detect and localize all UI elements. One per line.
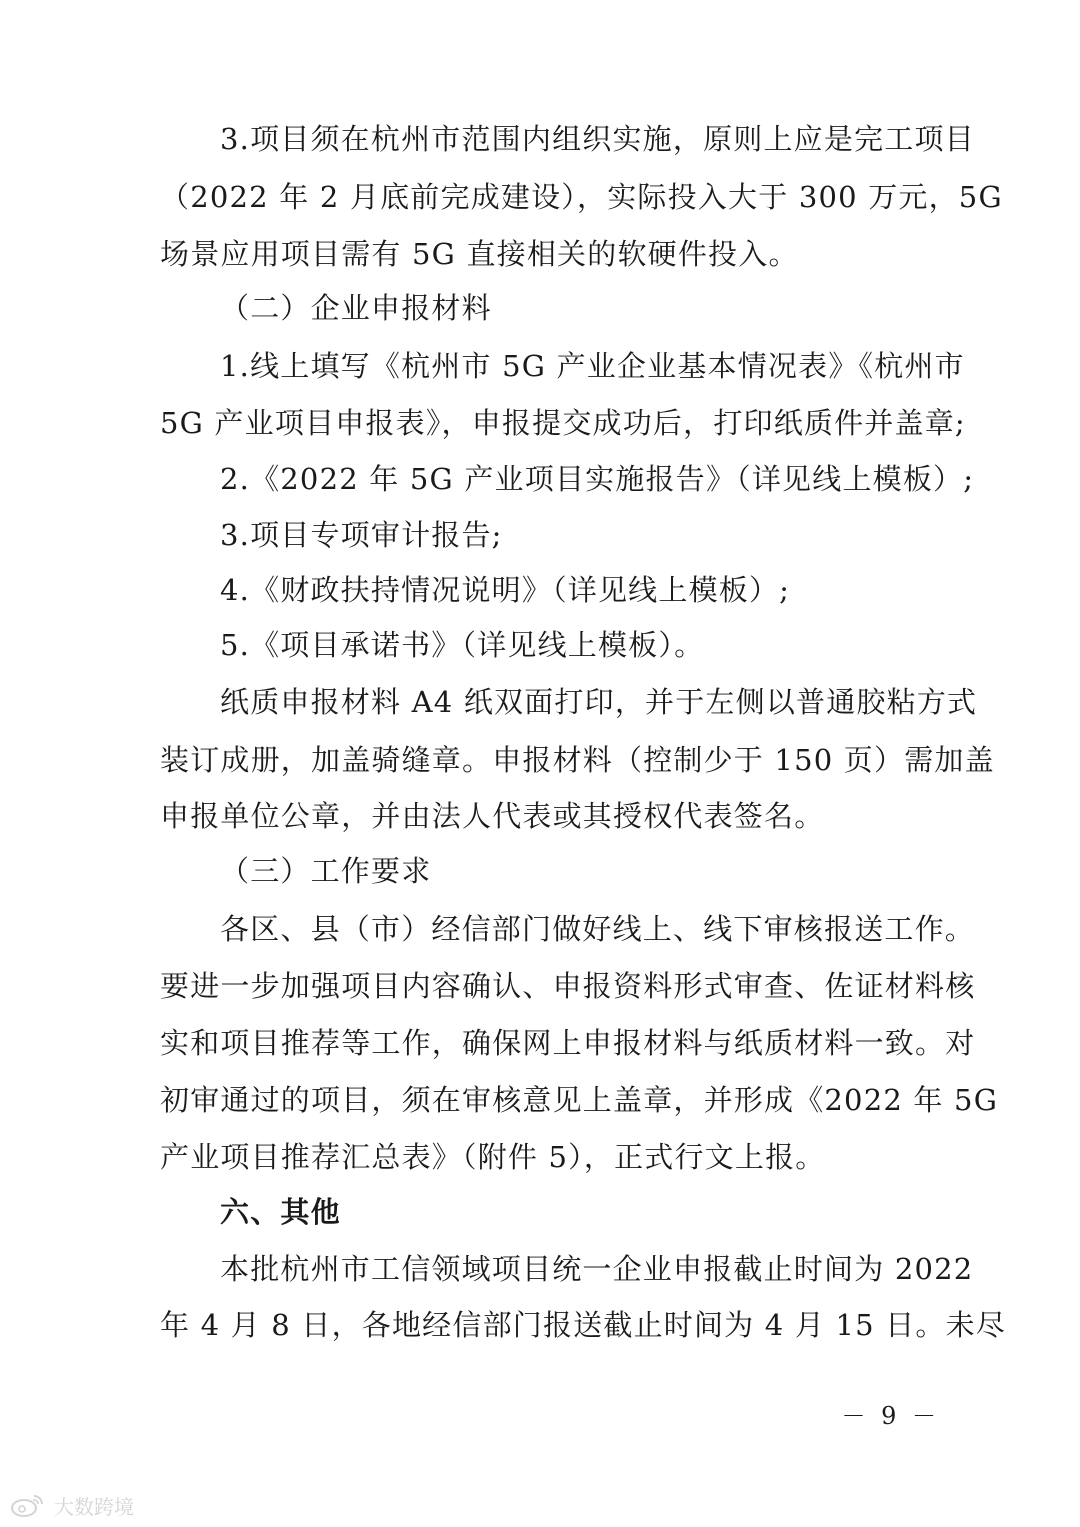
paragraph-line: 场景应用项目需有 5G 直接相关的软硬件投入。: [160, 237, 799, 271]
paragraph-line: 纸质申报材料 A4 纸双面打印，并于左侧以普通胶粘方式: [220, 685, 978, 719]
list-item: 4.《财政扶持情况说明》（详见线上模板）;: [220, 573, 791, 607]
watermark-text: 大数跨境: [54, 1494, 134, 1519]
paragraph-line: 产业项目推荐汇总表》（附件 5），正式行文上报。: [160, 1140, 826, 1174]
list-item: 5.《项目承诺书》（详见线上模板）。: [220, 628, 705, 662]
paragraph-line: 各区、县（市）经信部门做好线上、线下审核报送工作。: [220, 912, 976, 946]
paragraph-line: 实和项目推荐等工作，确保网上申报材料与纸质材料一致。对: [160, 1026, 976, 1060]
paragraph-line: 年 4 月 8 日，各地经信部门报送截止时间为 4 月 15 日。未尽: [160, 1308, 1007, 1342]
paragraph-line: 5G 产业项目申报表》，申报提交成功后，打印纸质件并盖章;: [160, 406, 966, 440]
paragraph-line: 1.线上填写《杭州市 5G 产业企业基本情况表》《杭州市: [220, 349, 965, 383]
paragraph-line: （2022 年 2 月底前完成建设），实际投入大于 300 万元，5G: [160, 180, 1003, 214]
paragraph-line: 申报单位公章，并由法人代表或其授权代表签名。: [160, 799, 825, 833]
section-heading: （三）工作要求: [220, 854, 432, 888]
paragraph-line: 3.项目须在杭州市范围内组织实施，原则上应是完工项目: [220, 122, 975, 156]
section-heading: （二）企业申报材料: [220, 291, 492, 325]
page-number: － 9 －: [841, 1402, 940, 1430]
chapter-heading: 六、其他: [220, 1195, 341, 1229]
paragraph-line: 装订成册，加盖骑缝章。申报材料（控制少于 150 页）需加盖: [160, 743, 995, 777]
list-item: 2.《2022 年 5G 产业项目实施报告》（详见线上模板）;: [220, 462, 975, 496]
weibo-logo-icon: [8, 1492, 48, 1518]
paragraph-line: 要进一步加强项目内容确认、申报资料形式审查、佐证材料核: [160, 969, 976, 1003]
paragraph-line: 本批杭州市工信领域项目统一企业申报截止时间为 2022: [220, 1252, 974, 1286]
list-item: 3.项目专项审计报告;: [220, 518, 503, 552]
paragraph-line: 初审通过的项目，须在审核意见上盖章，并形成《2022 年 5G: [160, 1083, 999, 1117]
watermark: [8, 1488, 134, 1522]
